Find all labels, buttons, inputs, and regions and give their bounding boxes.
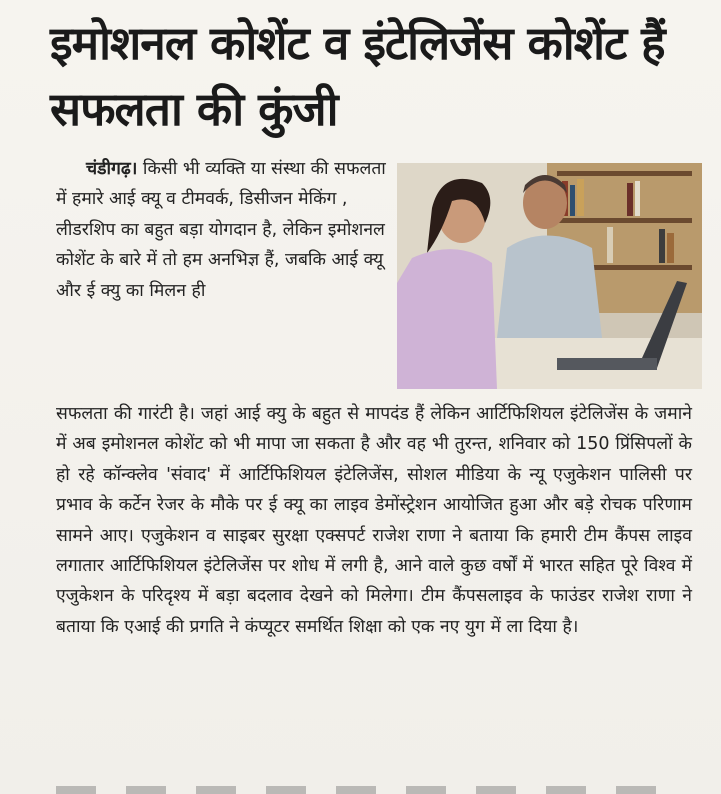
- article-body-paragraph: सफलता की गारंटी है। जहां आई क्यु के बहुत से मापदंड हैं लेकिन आर्टिफिशियल इंटेलिजेंस के जमाने में अब इमोशनल कोशेंट को भी मापा जा सकता है और वह भी तुरन्त, शनिवार को 150 प्रिंसिपलों के हो रहे कॉन्क्लेव 'संवाद' में आर्टिफिशियल इंटेलिजेंस, सोशल मीडिया के न्यू एजुकेशन पालिसी पर प्रभाव के कर्टेन रेजर के मौके पर ई क्यू का लाइव डेमोंस्ट्रेशन आयोजित हुआ और बड़े रोचक परिणाम सामने आए। एजुकेशन व साइबर सुरक्षा एक्सपर्ट राजेश राणा ने बताया कि हमारी टीम कैंपस लाइव लगातार आर्टिफिशियल इंटेलिजेंस पर शोध में लगी है, आने वाले कुछ वर्षों में भारत सहित पूरे विश्व में एजुकेशन के परिदृश्य में बड़ा बदलाव देखने को मिलेगा। टीम कैंपसलाइव के फाउंडर राजेश राणा ने बताया कि एआई की प्रगति ने कंप्यूटर समर्थित शिक्षा को एक नए युग में ला दिया है।: [56, 404, 692, 637]
- article-dateline: चंडीगढ़।: [86, 159, 138, 179]
- article-photo: [397, 163, 702, 389]
- photo-two-people-laptop-icon: [397, 163, 702, 389]
- article-headline: इमोशनल कोशेंट व इंटेलिजेंस कोशेंट हैं सफलता की कुंजी: [50, 16, 665, 136]
- article-lead-text: किसी भी व्यक्ति या संस्था की सफलता में हमारे आई क्यू व टीमवर्क, डिसीजन मेकिंग , लीडरशिप का बहुत बड़ा योगदान है, लेकिन इमोशनल कोशेंट के बारे में तो हम अनभिज्ञ हैं, जबकि आई क्यू और ई क्यु का मिलन ही: [56, 159, 386, 301]
- cut-off-text-fragment: [56, 786, 656, 794]
- cut-off-text-fragment: [96, 0, 126, 7]
- article-lead-paragraph: [56, 154, 386, 306]
